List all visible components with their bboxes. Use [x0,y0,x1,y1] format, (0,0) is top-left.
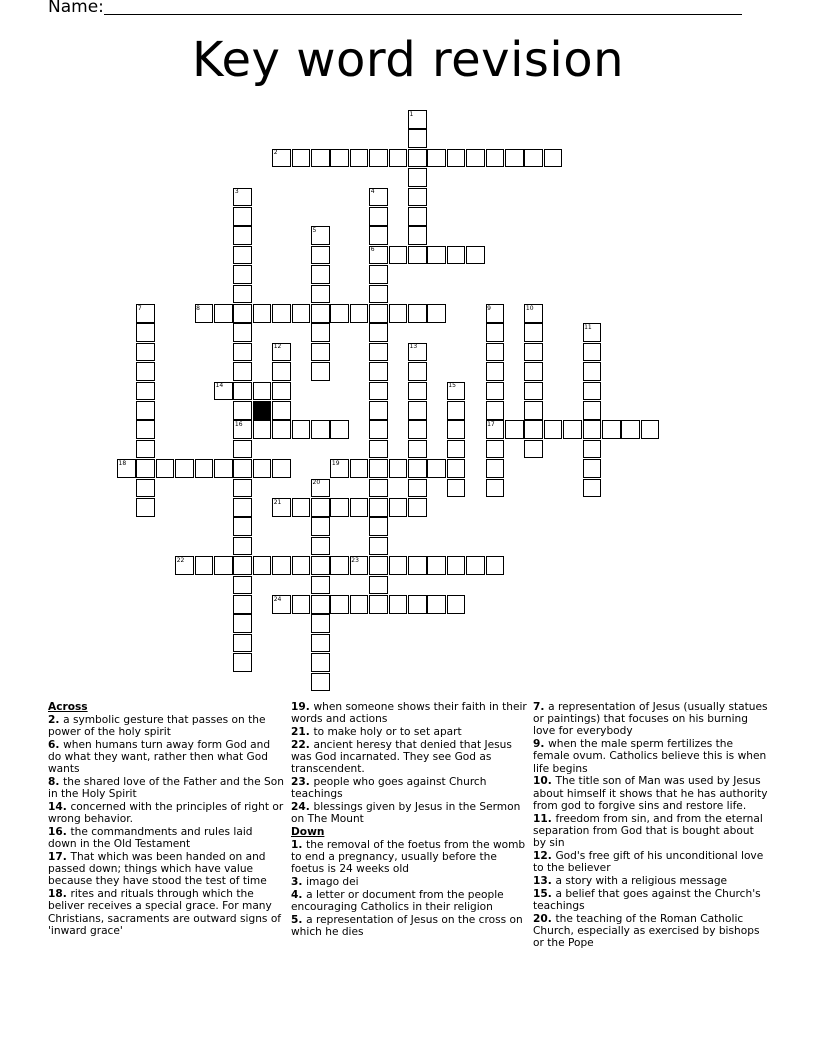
grid-cell[interactable] [311,304,330,323]
grid-cell[interactable] [330,556,349,575]
grid-cell[interactable] [408,498,427,517]
grid-cell[interactable] [408,420,427,439]
grid-cell[interactable] [272,401,291,420]
grid-cell[interactable] [389,556,408,575]
grid-cell[interactable] [544,149,563,168]
grid-cell[interactable] [389,459,408,478]
clue-number: 10 [525,304,534,312]
clue-number-label: 16. [48,826,71,838]
clue-number-label: 7. [533,701,549,713]
clue-number: 15 [448,382,456,390]
grid-cell[interactable] [524,401,543,420]
grid-cell[interactable] [233,265,252,284]
grid-cell[interactable] [427,304,446,323]
grid-cell[interactable] [292,304,311,323]
clues-column-3 [533,701,769,950]
grid-cell[interactable] [253,382,272,401]
clue [291,701,527,725]
grid-cell[interactable] [369,420,388,439]
clue [291,776,527,800]
grid-cell[interactable] [583,459,602,478]
grid-cell[interactable] [233,459,252,478]
grid-cell[interactable] [369,537,388,556]
clue-text: The title son of Man was used by Jesus about himself it shows that he has authority from god to forgive sins and restore life. [533,775,768,812]
clue-text: blessings given by Jesus in the Sermon on The Mount [291,801,521,826]
clue-number-label: 23. [291,776,314,788]
grid-cell[interactable] [311,537,330,556]
clue-number: 14 [215,382,224,390]
clue-text: to make holy or to set apart [313,726,462,738]
clue-number: 6 [370,246,375,254]
grid-cell[interactable] [369,304,388,323]
grid-cell[interactable] [311,634,330,653]
grid-cell[interactable] [641,420,660,439]
grid-cell[interactable] [350,595,369,614]
grid-cell[interactable] [427,149,446,168]
grid-cell[interactable] [583,382,602,401]
grid-cell[interactable] [233,653,252,672]
clue-number-label: 10. [533,775,556,788]
grid-cell[interactable] [486,343,505,362]
clue-text: when someone shows their faith in their words and actions [291,701,527,726]
grid-cell[interactable] [311,595,330,614]
grid-cell[interactable] [583,479,602,498]
clue-number-label: 15. [533,887,556,900]
grid-cell[interactable] [330,149,349,168]
grid-cell[interactable] [408,382,427,401]
clue-number-label: 2. [48,713,64,726]
clue-text: imago dei [306,876,359,888]
grid-cell[interactable] [408,188,427,207]
grid-cell[interactable] [330,595,349,614]
grid-cell[interactable] [486,362,505,381]
grid-cell[interactable] [136,382,155,401]
grid-cell[interactable] [563,420,582,439]
grid-cell[interactable] [408,479,427,498]
clue-text: freedom from sin, and from the eternal separation from God that is bought about by sin [533,812,763,850]
grid-cell[interactable] [427,459,446,478]
clue-text: a letter or document from the people encouraging Catholics in their religion [291,888,504,913]
clue-text: when humans turn away form God and do what they want, rather then what God wants [48,738,271,776]
clue [533,701,769,738]
clue [533,813,769,850]
clue-text: the teaching of the Roman Catholic Church, especially as exercised by bishops or the Pope [533,912,760,950]
grid-cell[interactable] [389,149,408,168]
grid-cell[interactable] [466,556,485,575]
clues-column-1 [48,701,284,938]
grid-cell[interactable] [583,343,602,362]
grid-cell[interactable] [369,149,388,168]
clue-number: 4 [370,188,375,196]
grid-cell[interactable] [602,420,621,439]
grid-cell[interactable] [583,440,602,459]
grid-cell[interactable] [311,673,330,692]
grid-cell[interactable] [408,149,427,168]
grid-cell[interactable] [233,479,252,498]
grid-cell[interactable] [544,420,563,439]
grid-cell[interactable] [272,362,291,381]
black-cell [253,401,272,420]
grid-cell[interactable] [408,226,427,245]
grid-cell[interactable] [233,556,252,575]
clue [291,726,527,738]
grid-cell[interactable] [524,149,543,168]
grid-cell[interactable] [369,207,388,226]
clue-number-label: 24. [291,801,314,813]
grid-cell[interactable] [330,304,349,323]
grid-cell[interactable] [369,265,388,284]
grid-cell[interactable] [311,517,330,536]
clue [48,801,284,825]
grid-cell[interactable] [408,595,427,614]
clue-text: God's free gift of his unconditional love to the believer [533,849,764,875]
grid-cell[interactable] [466,246,485,265]
grid-cell[interactable] [311,362,330,381]
grid-cell[interactable] [505,149,524,168]
clue-text: the commandments and rules laid down in the Old Testament [48,826,253,851]
clue [291,839,527,876]
grid-cell[interactable] [408,304,427,323]
grid-cell[interactable] [621,420,640,439]
grid-cell[interactable] [427,595,446,614]
grid-cell[interactable] [369,498,388,517]
clue [533,875,769,887]
grid-cell[interactable] [408,168,427,187]
grid-cell[interactable] [272,556,291,575]
grid-cell[interactable] [524,343,543,362]
grid-cell[interactable] [175,459,194,478]
clue-text: a symbolic gesture that passes on the power of the holy spirit [48,713,266,738]
clue-text: a belief that goes against the Church's teachings [533,887,761,912]
grid-cell[interactable] [486,556,505,575]
grid-cell[interactable] [272,459,291,478]
clue [48,851,284,888]
grid-cell[interactable] [408,362,427,381]
clue [533,913,769,950]
grid-cell[interactable] [233,537,252,556]
clue-number-label: 14. [48,801,71,813]
grid-cell[interactable] [369,440,388,459]
clue-number: 9 [487,304,491,312]
grid-cell[interactable] [253,459,272,478]
grid-cell[interactable] [253,556,272,575]
grid-cell[interactable] [311,576,330,595]
clue-number-label: 5. [291,913,307,926]
grid-cell[interactable] [369,343,388,362]
clue-number-label: 9. [533,738,549,751]
clue [291,876,527,888]
grid-cell[interactable] [466,149,485,168]
clue-number: 17 [487,420,495,428]
grid-cell[interactable] [233,343,252,362]
grid-cell[interactable] [311,653,330,672]
grid-cell[interactable] [292,498,311,517]
grid-cell[interactable] [583,362,602,381]
grid-cell[interactable] [447,556,466,575]
clue-number: 19 [331,459,340,467]
clue-number: 1 [409,110,414,118]
grid-cell[interactable] [311,498,330,517]
clue [291,914,527,938]
clue-number-label: 12. [533,849,556,862]
grid-cell[interactable] [447,420,466,439]
across-heading: Across [48,701,88,713]
grid-cell[interactable] [253,420,272,439]
grid-cell[interactable] [486,479,505,498]
grid-cell[interactable] [408,207,427,226]
grid-cell[interactable] [389,498,408,517]
clue-number-label: 11. [533,812,556,825]
grid-cell[interactable] [214,459,233,478]
grid-cell[interactable] [136,440,155,459]
grid-cell[interactable] [311,285,330,304]
grid-cell[interactable] [233,304,252,323]
clue [48,739,284,776]
grid-cell[interactable] [389,595,408,614]
grid-cell[interactable] [408,459,427,478]
grid-cell[interactable] [389,246,408,265]
clue-text: people who goes against Church teachings [291,776,487,801]
grid-cell[interactable] [156,459,175,478]
grid-cell[interactable] [369,479,388,498]
grid-cell[interactable] [408,246,427,265]
grid-cell[interactable] [233,634,252,653]
grid-cell[interactable] [369,285,388,304]
grid-cell[interactable] [369,556,388,575]
clue-number: 3 [234,188,239,196]
clue-number: 21 [273,498,282,506]
clue [533,775,769,812]
clue-number-label: 22. [291,738,314,751]
grid-cell[interactable] [233,362,252,381]
grid-cell[interactable] [524,323,543,342]
grid-cell[interactable] [330,498,349,517]
grid-cell[interactable] [136,401,155,420]
clue-text: rites and rituals through which the beliver receives a special grace. For many Christians, sacraments are outward signs of 'inward grace' [48,888,282,937]
grid-cell[interactable] [350,149,369,168]
grid-cell[interactable] [214,304,233,323]
grid-cell[interactable] [486,149,505,168]
grid-cell[interactable] [447,246,466,265]
grid-cell[interactable] [524,420,543,439]
grid-cell[interactable] [486,323,505,342]
grid-cell[interactable] [136,479,155,498]
grid-cell[interactable] [369,576,388,595]
grid-cell[interactable] [136,498,155,517]
grid-cell[interactable] [369,323,388,342]
clue-number: 13 [409,343,418,351]
clue-text: the removal of the foetus from the womb to end a pregnancy, usually before the foetus is 24 weeks old [291,838,526,876]
grid-cell[interactable] [311,265,330,284]
clue-text: when the male sperm fertilizes the female ovum. Catholics believe this is when life begins [533,738,767,775]
grid-cell[interactable] [311,149,330,168]
clue-number-label: 13. [533,874,556,887]
clue-number-label: 17. [48,851,71,863]
grid-cell[interactable] [408,401,427,420]
grid-cell[interactable] [447,459,466,478]
clue [533,738,769,775]
grid-cell[interactable] [486,401,505,420]
clue-text: a representation of Jesus (usually statues or paintings) that focuses on his burning love for everybody [533,701,768,738]
grid-cell[interactable] [233,498,252,517]
grid-cell[interactable] [447,440,466,459]
grid-cell[interactable] [233,323,252,342]
grid-cell[interactable] [350,304,369,323]
clue-number: 5 [312,226,317,234]
clue [291,801,527,825]
grid-cell[interactable] [389,304,408,323]
grid-cell[interactable] [408,129,427,148]
clue-number: 23 [351,556,359,564]
grid-cell[interactable] [195,459,214,478]
clue-number: 22 [176,556,185,564]
clue-text: ancient heresy that denied that Jesus was God incarnated. They see God as transcendent. [291,738,512,776]
grid-cell[interactable] [583,420,602,439]
clue-number: 20 [312,479,321,487]
grid-cell[interactable] [233,440,252,459]
clue-text: the shared love of the Father and the Son in the Holy Spirit [48,776,284,801]
clue-number-label: 6. [48,738,64,751]
grid-cell[interactable] [233,614,252,633]
clue [533,888,769,912]
clue-number-label: 4. [291,888,307,901]
clue-number: 16 [234,420,243,428]
grid-cell[interactable] [447,401,466,420]
grid-cell[interactable] [369,459,388,478]
grid-cell[interactable] [136,459,155,478]
grid-cell[interactable] [233,576,252,595]
grid-cell[interactable] [136,420,155,439]
grid-cell[interactable] [447,149,466,168]
grid-cell[interactable] [369,226,388,245]
clues-column-2 [291,701,527,939]
down-heading: Down [291,826,325,838]
grid-cell[interactable] [427,246,446,265]
grid-cell[interactable] [447,595,466,614]
grid-cell[interactable] [233,285,252,304]
grid-cell[interactable] [524,440,543,459]
grid-cell[interactable] [330,420,349,439]
grid-cell[interactable] [233,517,252,536]
grid-cell[interactable] [486,382,505,401]
clue-number: 2 [273,149,278,157]
page-title: Key word revision [191,32,625,88]
clue-text: a representation of Jesus on the cross on which he dies [291,913,523,938]
clue-text: That which was been handed on and passed down; things which have value because they have stood the test of time [48,851,267,888]
grid-cell[interactable] [233,401,252,420]
clue-number: 11 [584,323,592,331]
clue-number: 18 [118,459,127,467]
clue-text: concerned with the principles of right or wrong behavior. [48,801,284,826]
grid-cell[interactable] [369,595,388,614]
clue-number-label: 8. [48,776,64,788]
grid-cell[interactable] [292,149,311,168]
clue-number-label: 1. [291,838,307,851]
grid-cell[interactable] [311,556,330,575]
grid-cell[interactable] [447,479,466,498]
grid-cell[interactable] [427,556,446,575]
grid-cell[interactable] [272,382,291,401]
clue-number-label: 19. [291,701,314,713]
clue [533,850,769,874]
clue-number-label: 3. [291,876,307,888]
clue-number: 8 [196,304,200,312]
clue-number: 12 [273,343,282,351]
clue-number-label: 18. [48,888,71,901]
grid-cell[interactable] [233,595,252,614]
grid-cell[interactable] [369,401,388,420]
clue [291,889,527,913]
grid-cell[interactable] [369,362,388,381]
grid-cell[interactable] [369,517,388,536]
clue-number-label: 21. [291,726,314,738]
grid-cell[interactable] [524,382,543,401]
grid-cell[interactable] [486,440,505,459]
clue-number: 24 [273,595,282,603]
grid-cell[interactable] [311,343,330,362]
clue [291,739,527,776]
grid-cell[interactable] [524,362,543,381]
clue-number-label: 20. [533,912,556,925]
grid-cell[interactable] [136,362,155,381]
grid-cell[interactable] [505,420,524,439]
grid-cell[interactable] [583,401,602,420]
grid-cell[interactable] [350,498,369,517]
grid-cell[interactable] [233,246,252,265]
grid-cell[interactable] [311,614,330,633]
clue [48,888,284,937]
clue-text: a story with a religious message [555,874,728,887]
name-label: Name: [48,0,104,17]
grid-cell[interactable] [311,323,330,342]
clue [48,776,284,800]
grid-cell[interactable] [486,459,505,478]
grid-cell[interactable] [136,323,155,342]
grid-cell[interactable] [311,420,330,439]
grid-cell[interactable] [233,226,252,245]
grid-cell[interactable] [369,382,388,401]
grid-cell[interactable] [214,556,233,575]
clue [48,714,284,738]
grid-cell[interactable] [272,304,291,323]
grid-cell[interactable] [311,246,330,265]
grid-cell[interactable] [292,420,311,439]
clue-number: 7 [137,304,142,312]
grid-cell[interactable] [233,382,252,401]
grid-cell[interactable] [408,556,427,575]
grid-cell[interactable] [136,343,155,362]
grid-cell[interactable] [408,440,427,459]
grid-cell[interactable] [292,595,311,614]
grid-cell[interactable] [233,207,252,226]
grid-cell[interactable] [272,420,291,439]
grid-cell[interactable] [195,556,214,575]
grid-cell[interactable] [292,556,311,575]
clue [48,826,284,850]
grid-cell[interactable] [253,304,272,323]
grid-cell[interactable] [350,459,369,478]
